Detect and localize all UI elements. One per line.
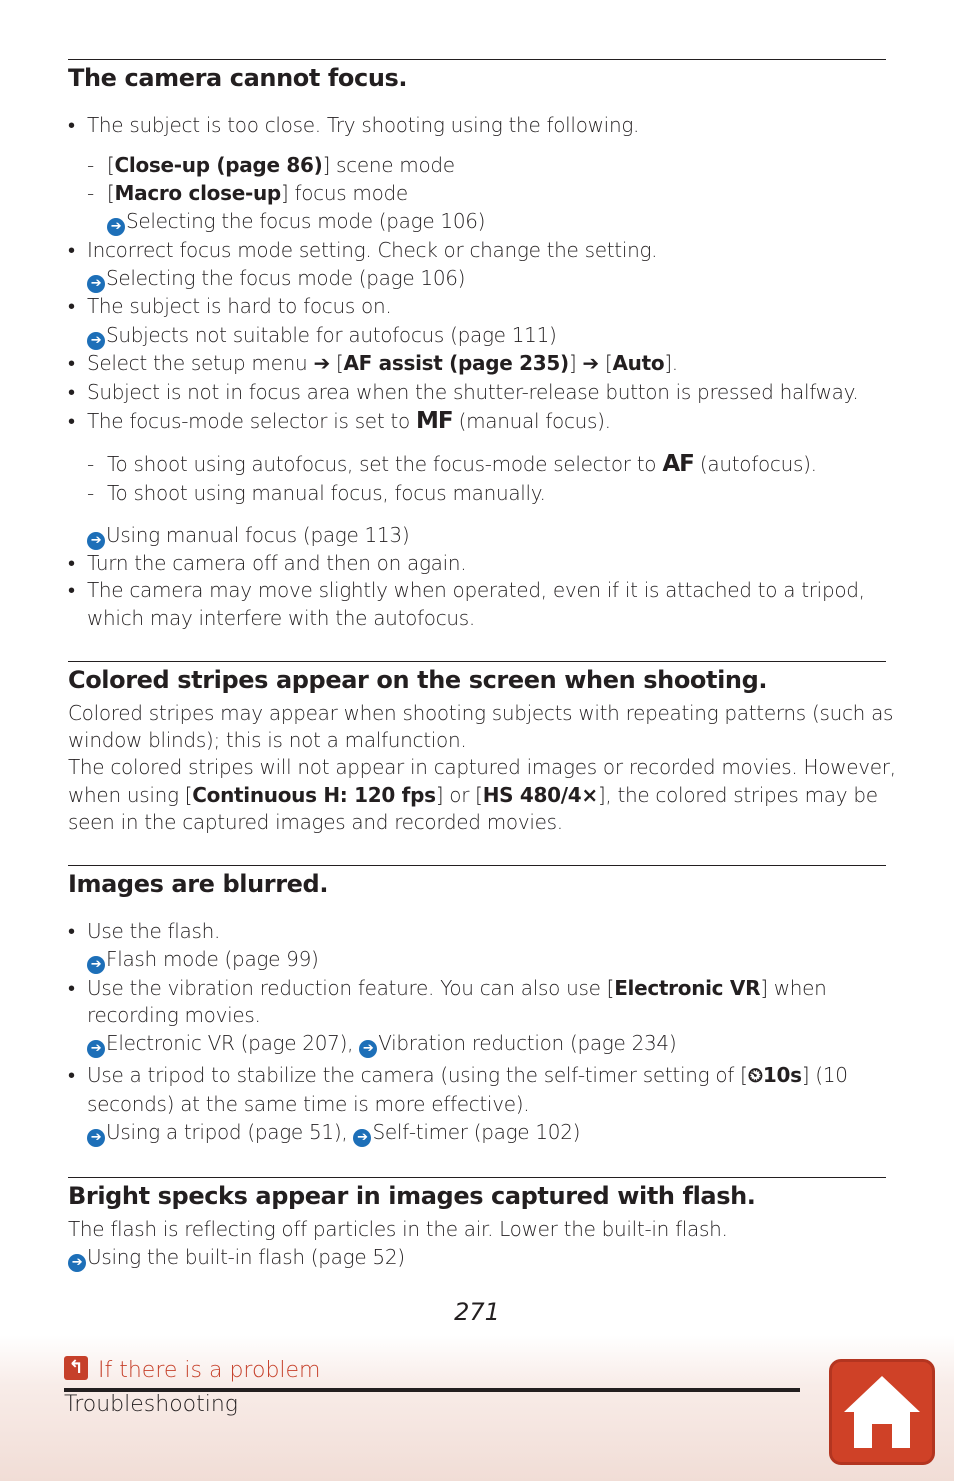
cross-reference-arrow-icon[interactable]: ➔ <box>87 1129 105 1147</box>
cross-reference-arrow-icon[interactable]: ➔ <box>107 218 125 236</box>
text-line <box>87 236 657 264</box>
cross-reference-arrow-icon[interactable]: ➔ <box>87 275 105 293</box>
section-divider <box>68 865 886 866</box>
page-number: 271 <box>454 1298 500 1326</box>
text-run: To shoot using manual focus, focus manually. <box>107 481 546 505</box>
text-run: ] or [ <box>435 783 483 807</box>
text-line <box>87 604 475 632</box>
cross-reference-link[interactable] <box>87 521 409 550</box>
bullet: • <box>68 409 76 433</box>
text-run: Selecting the focus mode (page 106) <box>126 209 486 233</box>
text-run: The camera may move slightly when operated, even if it is attached to a tripod, <box>87 578 865 602</box>
cross-reference-link[interactable] <box>107 207 485 236</box>
section-heading: The camera cannot focus. <box>68 64 408 92</box>
text-run: [ <box>107 153 115 177</box>
section-divider <box>68 59 886 60</box>
text-line <box>87 974 827 1002</box>
text-run: Selecting the focus mode (page 106) <box>106 266 466 290</box>
menu-item-name: Macro close-up <box>114 181 281 205</box>
section-heading: Colored stripes appear on the screen when shooting. <box>68 666 768 694</box>
text-run: Electronic VR (page 207), <box>106 1031 360 1055</box>
text-run: Select the setup menu <box>87 351 314 375</box>
text-run: Use the flash. <box>87 919 221 943</box>
text-run: Incorrect focus mode setting. Check or change the setting. <box>87 238 658 262</box>
text-run: Flash mode (page 99) <box>106 947 319 971</box>
text-run: [ <box>598 351 613 375</box>
cross-reference-arrow-icon[interactable]: ➔ <box>359 1040 377 1058</box>
back-arrow-icon[interactable]: ↰ <box>64 1356 88 1380</box>
bullet: • <box>68 238 76 262</box>
text-run: (manual focus). <box>452 409 611 433</box>
focus-mode-symbol: AF <box>662 451 694 477</box>
text-run: seconds) at the same time is more effective). <box>87 1092 530 1116</box>
text-line <box>87 111 639 139</box>
dash: - <box>87 481 95 505</box>
menu-item-name: Auto <box>612 351 665 375</box>
text-run: which may interfere with the autofocus. <box>87 606 475 630</box>
bullet: • <box>68 1063 76 1087</box>
text-line <box>68 753 896 781</box>
text-run: Colored stripes may appear when shooting subjects with repeating patterns (such as <box>68 701 894 725</box>
cross-reference-arrow-icon[interactable]: ➔ <box>87 332 105 350</box>
menu-item-name: 10s <box>762 1063 802 1087</box>
cross-reference-link[interactable] <box>68 1243 405 1272</box>
text-line <box>87 1090 529 1118</box>
bullet: • <box>68 294 76 318</box>
cross-reference-link[interactable] <box>87 1029 676 1058</box>
menu-item-name: Electronic VR <box>614 976 761 1000</box>
text-run: Vibration reduction (page 234) <box>378 1031 677 1055</box>
text-run: ] focus mode <box>280 181 408 205</box>
cross-reference-link[interactable] <box>87 945 319 974</box>
cross-reference-arrow-icon[interactable]: ➔ <box>87 1040 105 1058</box>
cross-reference-link[interactable] <box>87 321 557 350</box>
text-line <box>87 576 865 604</box>
text-run: window blinds); this is not a malfunction. <box>68 728 467 752</box>
text-line <box>87 1001 261 1029</box>
text-line <box>107 450 817 478</box>
text-line <box>107 151 455 179</box>
symbol-icon: ⏲ <box>747 1063 763 1087</box>
dash: - <box>87 181 95 205</box>
symbol-icon: ➔ <box>582 351 599 375</box>
focus-mode-symbol: MF <box>415 408 453 434</box>
text-run: The subject is hard to focus on. <box>87 294 392 318</box>
text-run: Use the vibration reduction feature. You can also use [ <box>87 976 615 1000</box>
home-button[interactable] <box>829 1359 935 1465</box>
bullet: • <box>68 380 76 404</box>
text-run: The flash is reflecting off particles in the air. Lower the built-in flash. <box>68 1217 728 1241</box>
bullet: • <box>68 578 76 602</box>
home-icon <box>832 1362 932 1462</box>
bullet: • <box>68 351 76 375</box>
text-run: seen in the captured images and recorded movies. <box>68 810 563 834</box>
text-run: Subjects not suitable for autofocus (page 111) <box>106 323 557 347</box>
text-run: Using a tripod (page 51), <box>106 1120 354 1144</box>
menu-item-name: Close-up (page 86) <box>114 153 323 177</box>
cross-reference-link[interactable] <box>87 264 465 293</box>
menu-item-name: AF assist (page 235) <box>343 351 569 375</box>
text-run: Self-timer (page 102) <box>372 1120 581 1144</box>
cross-reference-arrow-icon[interactable]: ➔ <box>68 1254 86 1272</box>
footer-section-label: Troubleshooting <box>64 1392 238 1417</box>
text-run: ], the colored stripes may be <box>597 783 878 807</box>
cross-reference-link[interactable] <box>87 1118 580 1147</box>
text-run: ] (10 <box>801 1063 848 1087</box>
text-run: ] when <box>760 976 827 1000</box>
cross-reference-arrow-icon[interactable]: ➔ <box>87 956 105 974</box>
text-line <box>87 349 678 377</box>
text-run: (autofocus). <box>693 452 817 476</box>
text-run: ]. <box>664 351 678 375</box>
text-run: The subject is too close. Try shooting using the following. <box>87 113 640 137</box>
text-run: [ <box>107 181 115 205</box>
text-run: ] scene mode <box>322 153 455 177</box>
text-line <box>68 699 893 727</box>
text-run: ] <box>568 351 583 375</box>
text-run: Using manual focus (page 113) <box>106 523 410 547</box>
text-run: recording movies. <box>87 1003 261 1027</box>
text-line <box>107 479 546 507</box>
text-run: Subject is not in focus area when the shutter-release button is pressed halfway. <box>87 380 859 404</box>
text-line <box>87 407 611 435</box>
menu-item-name: HS 480/4× <box>482 783 598 807</box>
text-line <box>87 1061 848 1089</box>
dash: - <box>87 153 95 177</box>
cross-reference-arrow-icon[interactable]: ➔ <box>87 532 105 550</box>
text-run: The colored stripes will not appear in captured images or recorded movies. However, <box>68 755 896 779</box>
text-line <box>87 917 220 945</box>
cross-reference-arrow-icon[interactable]: ➔ <box>353 1129 371 1147</box>
bullet: • <box>68 113 76 137</box>
section-heading: Bright specks appear in images captured with flash. <box>68 1182 756 1210</box>
text-run: Use a tripod to stabilize the camera (using the self-timer setting of [ <box>87 1063 748 1087</box>
text-run: The focus-mode selector is set to <box>87 409 416 433</box>
back-link-if-there-is-a-problem[interactable]: If there is a problem <box>98 1358 321 1383</box>
text-run: Using the built-in flash (page 52) <box>87 1245 405 1269</box>
section-heading: Images are blurred. <box>68 870 329 898</box>
text-line <box>68 808 563 836</box>
section-divider <box>68 1177 886 1178</box>
text-line <box>68 726 466 754</box>
text-line <box>87 292 391 320</box>
text-line <box>107 179 408 207</box>
menu-item-name: Continuous H: 120 fps <box>192 783 436 807</box>
section-divider <box>68 661 886 662</box>
text-run: when using [ <box>68 783 193 807</box>
text-run: To shoot using autofocus, set the focus-mode selector to <box>107 452 663 476</box>
bullet: • <box>68 919 76 943</box>
text-line <box>87 549 466 577</box>
text-run: [ <box>329 351 344 375</box>
dash: - <box>87 452 95 476</box>
bullet: • <box>68 551 76 575</box>
bullet: • <box>68 976 76 1000</box>
symbol-icon: ➔ <box>313 351 330 375</box>
text-line <box>68 781 878 809</box>
text-line <box>68 1215 728 1243</box>
text-line <box>87 378 858 406</box>
text-run: Turn the camera off and then on again. <box>87 551 467 575</box>
